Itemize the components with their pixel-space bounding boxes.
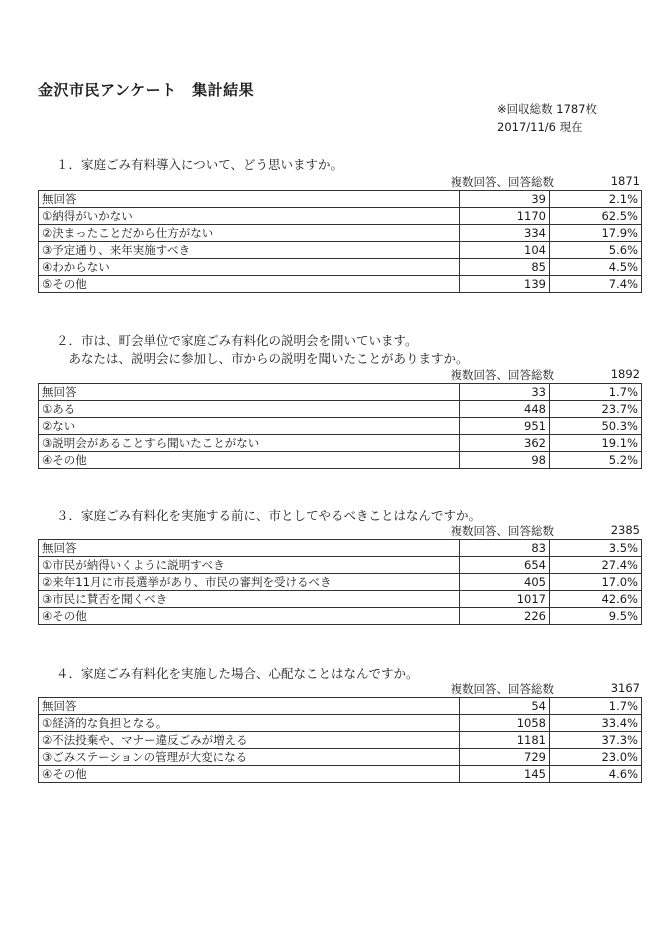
answer-count: 1017 bbox=[460, 591, 550, 608]
answer-label: ⑤その他 bbox=[39, 276, 460, 293]
table-row bbox=[39, 608, 642, 625]
table-row bbox=[39, 276, 642, 293]
answer-count: 448 bbox=[460, 401, 550, 418]
answer-label: ②来年11月に市長選挙があり、市民の審判を受けるべき bbox=[39, 574, 460, 591]
total-value: 2385 bbox=[610, 523, 640, 537]
answer-percent: 23.0% bbox=[550, 749, 642, 766]
answer-percent: 1.7% bbox=[550, 698, 642, 715]
question-2-totals bbox=[38, 367, 642, 383]
answer-percent: 4.5% bbox=[550, 259, 642, 276]
answer-label: ②ない bbox=[39, 418, 460, 435]
table-row bbox=[39, 259, 642, 276]
question-2-text-line-1: ２．市は、町会単位で家庭ごみ有料化の説明会を開いています。 bbox=[56, 333, 418, 348]
answer-label: ③説明会があることすら聞いたことがない bbox=[39, 435, 460, 452]
answer-percent: 42.6% bbox=[550, 591, 642, 608]
answer-count: 729 bbox=[460, 749, 550, 766]
answer-count: 98 bbox=[460, 452, 550, 469]
answer-label: ③予定通り、来年実施すべき bbox=[39, 242, 460, 259]
table-row bbox=[39, 591, 642, 608]
answer-percent: 23.7% bbox=[550, 401, 642, 418]
answer-percent: 33.4% bbox=[550, 715, 642, 732]
total-label: 複数回答、回答総数 bbox=[450, 682, 554, 696]
answer-percent: 37.3% bbox=[550, 732, 642, 749]
answer-percent: 17.9% bbox=[550, 225, 642, 242]
answer-label: ①経済的な負担となる。 bbox=[39, 715, 460, 732]
answer-count: 139 bbox=[460, 276, 550, 293]
table-row bbox=[39, 766, 642, 783]
table-row bbox=[39, 732, 642, 749]
table-row bbox=[39, 384, 642, 401]
answer-count: 85 bbox=[460, 259, 550, 276]
answer-label: ②不法投棄や、マナー違反ごみが増える bbox=[39, 732, 460, 749]
answer-percent: 19.1% bbox=[550, 435, 642, 452]
answer-label: ①市民が納得いくように説明すべき bbox=[39, 557, 460, 574]
table-row bbox=[39, 242, 642, 259]
answer-count: 104 bbox=[460, 242, 550, 259]
answer-label: ①納得がいかない bbox=[39, 208, 460, 225]
table-row bbox=[39, 191, 642, 208]
answer-count: 951 bbox=[460, 418, 550, 435]
answer-count: 362 bbox=[460, 435, 550, 452]
answer-count: 39 bbox=[460, 191, 550, 208]
collected-count: ※回収総数 1787枚 bbox=[497, 102, 598, 116]
answer-label: ③ごみステーションの管理が大変になる bbox=[39, 749, 460, 766]
question-1-text: １．家庭ごみ有料導入について、どう思いますか。 bbox=[56, 157, 344, 172]
question-4-text: ４．家庭ごみ有料化を実施した場合、心配なことはなんですか。 bbox=[56, 666, 419, 681]
answer-label: 無回答 bbox=[39, 384, 460, 401]
answer-count: 1181 bbox=[460, 732, 550, 749]
question-4-table bbox=[38, 697, 642, 783]
answer-percent: 17.0% bbox=[550, 574, 642, 591]
answer-percent: 5.6% bbox=[550, 242, 642, 259]
answer-count: 83 bbox=[460, 540, 550, 557]
answer-label: ④その他 bbox=[39, 766, 460, 783]
total-value: 1871 bbox=[610, 174, 640, 188]
question-2-text-line-2: あなたは、説明会に参加し、市からの説明を聞いたことがありますか。 bbox=[56, 351, 469, 366]
answer-percent: 5.2% bbox=[550, 452, 642, 469]
answer-percent: 4.6% bbox=[550, 766, 642, 783]
table-row bbox=[39, 401, 642, 418]
answer-count: 1058 bbox=[460, 715, 550, 732]
total-label: 複数回答、回答総数 bbox=[450, 175, 554, 189]
table-row bbox=[39, 208, 642, 225]
answer-label: 無回答 bbox=[39, 540, 460, 557]
question-3-text: ３．家庭ごみ有料化を実施する前に、市としてやるべきことはなんですか。 bbox=[56, 508, 482, 523]
answer-count: 145 bbox=[460, 766, 550, 783]
answer-count: 405 bbox=[460, 574, 550, 591]
answer-percent: 1.7% bbox=[550, 384, 642, 401]
answer-count: 334 bbox=[460, 225, 550, 242]
question-4-totals bbox=[38, 681, 642, 697]
answer-percent: 7.4% bbox=[550, 276, 642, 293]
question-3-totals bbox=[38, 523, 642, 539]
answer-count: 54 bbox=[460, 698, 550, 715]
answer-label: ④その他 bbox=[39, 452, 460, 469]
answer-percent: 2.1% bbox=[550, 191, 642, 208]
answer-percent: 27.4% bbox=[550, 557, 642, 574]
as-of-date: 2017/11/6 現在 bbox=[497, 120, 583, 134]
table-row bbox=[39, 418, 642, 435]
total-value: 1892 bbox=[610, 367, 640, 381]
table-row bbox=[39, 452, 642, 469]
question-1-totals bbox=[38, 174, 642, 190]
answer-label: ④わからない bbox=[39, 259, 460, 276]
table-row bbox=[39, 749, 642, 766]
table-row bbox=[39, 557, 642, 574]
answer-label: 無回答 bbox=[39, 698, 460, 715]
table-row bbox=[39, 225, 642, 242]
answer-label: ①ある bbox=[39, 401, 460, 418]
answer-count: 1170 bbox=[460, 208, 550, 225]
answer-percent: 50.3% bbox=[550, 418, 642, 435]
question-2-table bbox=[38, 383, 642, 469]
table-row bbox=[39, 435, 642, 452]
answer-count: 226 bbox=[460, 608, 550, 625]
table-row bbox=[39, 540, 642, 557]
question-1-table bbox=[38, 190, 642, 293]
total-label: 複数回答、回答総数 bbox=[450, 368, 554, 382]
table-row bbox=[39, 715, 642, 732]
answer-percent: 62.5% bbox=[550, 208, 642, 225]
answer-label: 無回答 bbox=[39, 191, 460, 208]
answer-percent: 9.5% bbox=[550, 608, 642, 625]
question-3-table bbox=[38, 539, 642, 625]
answer-label: ②決まったことだから仕方がない bbox=[39, 225, 460, 242]
answer-label: ④その他 bbox=[39, 608, 460, 625]
answer-count: 654 bbox=[460, 557, 550, 574]
total-label: 複数回答、回答総数 bbox=[450, 524, 554, 538]
answer-count: 33 bbox=[460, 384, 550, 401]
table-row bbox=[39, 574, 642, 591]
answer-label: ③市民に賛否を聞くべき bbox=[39, 591, 460, 608]
answer-percent: 3.5% bbox=[550, 540, 642, 557]
document-title: 金沢市民アンケート 集計結果 bbox=[38, 81, 255, 99]
table-row bbox=[39, 698, 642, 715]
total-value: 3167 bbox=[610, 681, 640, 695]
